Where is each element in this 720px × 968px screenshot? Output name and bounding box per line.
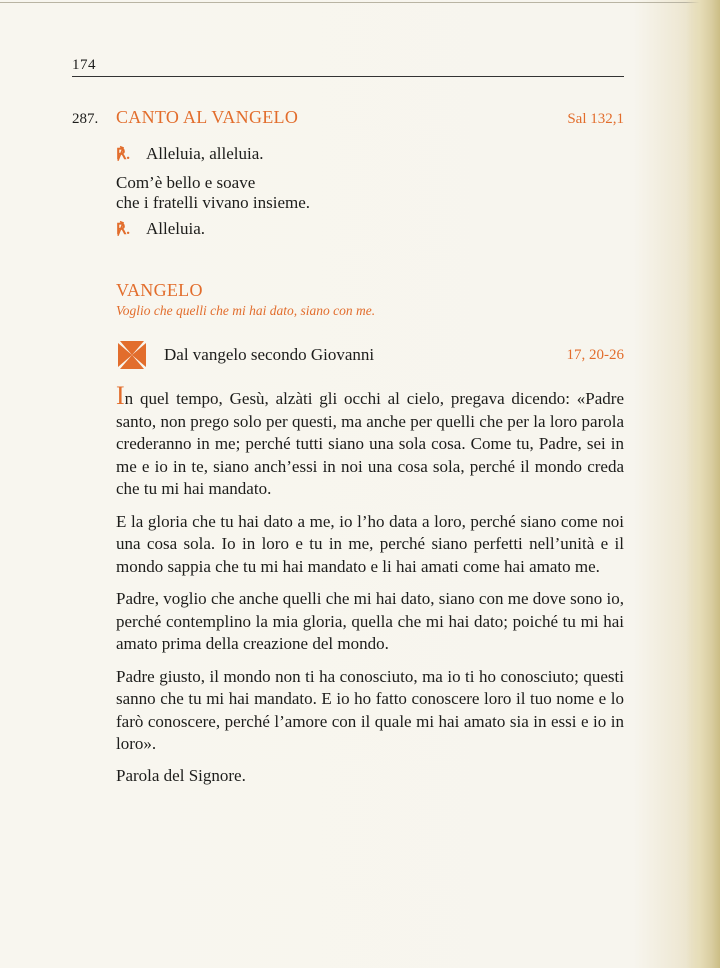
page-binding-shadow	[686, 0, 720, 968]
page-number: 174	[72, 57, 96, 73]
top-edge-line	[0, 2, 700, 3]
response-symbol: ℟.	[116, 222, 131, 238]
section-heading	[72, 107, 624, 128]
section-reference: Sal 132,1	[567, 111, 624, 127]
paragraph-1-text: n quel tempo, Gesù, alzàti gli occhi al cielo, pregava dicendo: «Padre santo, non prego solo per questi, ma anche per quelli che per la loro parola crederanno in me; perché tutti siano una sola cosa. Come tu, Padre, sei in me e io in te, siano anch’essi in noi una cosa sola, perché il mondo creda che tu mi hai mandato.	[116, 389, 624, 498]
closing-formula: Parola del Signore.	[116, 765, 246, 785]
acclamation-verse	[116, 173, 624, 213]
page-content	[72, 52, 624, 786]
gospel-source-row	[116, 339, 624, 371]
gospel-paragraph-2: E la gloria che tu hai dato a me, io l’ho data a loro, perché siano come noi una cosa sola. Io in loro e tu in me, perché siano perfetti nell’unità e il mondo sappia che tu mi hai mandato e li hai amati come hai amato me.	[116, 511, 624, 576]
section-heading-left	[72, 107, 298, 128]
maltese-cross-icon	[116, 339, 148, 371]
response-text-2: Alleluia.	[146, 219, 206, 238]
gospel-paragraph-1	[116, 381, 624, 501]
response-text-1: Alleluia, alleluia.	[146, 144, 264, 163]
drop-cap: I	[116, 381, 125, 410]
verse-line-2: che i fratelli vivano insieme.	[116, 193, 311, 212]
response-symbol: ℟.	[116, 147, 131, 163]
page-header	[72, 52, 624, 77]
response-line-2	[116, 219, 624, 240]
gospel-source: Dal vangelo secondo Giovanni	[164, 345, 375, 364]
gospel-reference: 17, 20-26	[566, 346, 624, 363]
gospel-title: VANGELO	[116, 280, 203, 300]
gospel-paragraph-4: Padre giusto, il mondo non ti ha conosciuto, ma io ti ho conosciuto; questi sanno che tu mi hai mandato. E io ho fatto conoscere loro il tuo nome e lo farò conoscere, perché l’amore con il quale mi hai amato sia in essi e io in loro».	[116, 666, 624, 753]
gospel-text	[116, 381, 624, 756]
gospel-subtitle: Voglio che quelli che mi hai dato, siano con me.	[116, 303, 376, 318]
gospel-paragraph-3: Padre, voglio che anche quelli che mi hai dato, siano con me dove sono io, perché contemplino la mia gloria, quella che mi hai dato; poiché tu mi hai amato prima della creazione del mondo.	[116, 589, 624, 653]
section-number: 287.	[72, 111, 99, 127]
response-line-1	[116, 144, 624, 165]
gospel-source-left	[116, 339, 374, 371]
section-title: CANTO AL VANGELO	[116, 107, 299, 127]
verse-line-1: Com’è bello e soave	[116, 173, 256, 192]
